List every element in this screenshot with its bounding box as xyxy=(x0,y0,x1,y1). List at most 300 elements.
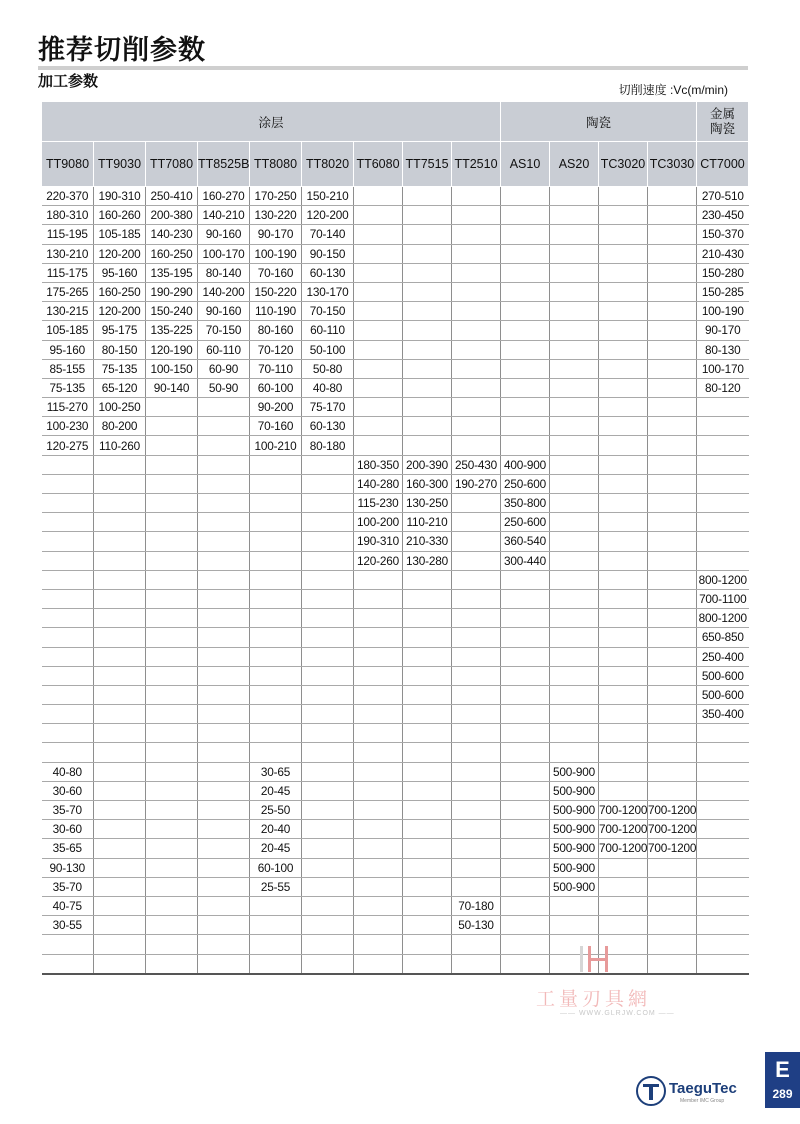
table-cell: 90-130 xyxy=(42,858,94,877)
table-cell: 120-200 xyxy=(302,206,354,225)
table-cell: 100-190 xyxy=(250,244,302,263)
table-cell xyxy=(403,916,452,935)
table-cell xyxy=(354,609,403,628)
table-cell xyxy=(599,455,648,474)
table-row xyxy=(42,820,749,839)
table-cell xyxy=(599,666,648,685)
table-cell xyxy=(354,206,403,225)
table-cell xyxy=(354,896,403,915)
table-cell xyxy=(403,781,452,800)
table-cell: 30-60 xyxy=(42,820,94,839)
table-cell xyxy=(550,302,599,321)
table-cell: 70-150 xyxy=(302,302,354,321)
table-cell: 90-170 xyxy=(250,225,302,244)
table-cell xyxy=(94,724,146,743)
table-cell xyxy=(146,551,198,570)
cermet-label-line1: 金属 xyxy=(710,106,736,121)
table-cell xyxy=(550,263,599,282)
table-cell xyxy=(501,647,550,666)
table-cell xyxy=(94,705,146,724)
table-cell: 130-250 xyxy=(403,494,452,513)
table-cell xyxy=(146,398,198,417)
table-cell xyxy=(403,896,452,915)
table-cell xyxy=(354,187,403,206)
grade-header-tt8525b: TT8525B xyxy=(198,142,250,187)
table-cell xyxy=(250,494,302,513)
table-row xyxy=(42,781,749,800)
table-row xyxy=(42,513,749,532)
table-cell xyxy=(354,724,403,743)
table-row xyxy=(42,340,749,359)
table-cell: 100-190 xyxy=(697,302,749,321)
table-cell xyxy=(302,743,354,762)
table-cell xyxy=(403,225,452,244)
table-cell xyxy=(501,781,550,800)
table-cell xyxy=(354,820,403,839)
table-cell xyxy=(42,551,94,570)
table-cell: 160-250 xyxy=(146,244,198,263)
table-cell xyxy=(94,820,146,839)
table-row xyxy=(42,282,749,301)
table-cell xyxy=(648,743,697,762)
table-cell xyxy=(452,417,501,436)
table-cell xyxy=(501,762,550,781)
table-cell xyxy=(198,743,250,762)
table-cell xyxy=(599,724,648,743)
group-header-ceramic: 陶瓷 xyxy=(501,102,697,142)
table-cell xyxy=(302,954,354,974)
table-cell xyxy=(302,935,354,954)
table-cell: 110-190 xyxy=(250,302,302,321)
table-cell xyxy=(501,244,550,263)
table-cell xyxy=(599,570,648,589)
table-cell xyxy=(403,743,452,762)
table-cell xyxy=(302,647,354,666)
table-cell xyxy=(250,935,302,954)
table-row xyxy=(42,225,749,244)
table-cell: 80-180 xyxy=(302,436,354,455)
table-cell xyxy=(697,724,749,743)
table-cell xyxy=(250,647,302,666)
table-cell xyxy=(550,282,599,301)
table-cell xyxy=(599,685,648,704)
table-cell: 65-120 xyxy=(94,378,146,397)
table-cell xyxy=(403,647,452,666)
table-cell xyxy=(354,801,403,820)
table-cell: 60-100 xyxy=(250,858,302,877)
table-cell xyxy=(648,666,697,685)
table-cell xyxy=(94,762,146,781)
brand-tagline: Member IMC Group xyxy=(680,1098,725,1104)
table-cell: 60-110 xyxy=(302,321,354,340)
table-cell: 80-150 xyxy=(94,340,146,359)
table-cell xyxy=(501,282,550,301)
table-cell: 40-80 xyxy=(302,378,354,397)
table-cell: 180-310 xyxy=(42,206,94,225)
table-cell xyxy=(198,954,250,974)
table-cell: 70-110 xyxy=(250,359,302,378)
table-cell xyxy=(250,628,302,647)
table-cell: 210-330 xyxy=(403,532,452,551)
table-cell xyxy=(146,609,198,628)
table-cell xyxy=(146,589,198,608)
group-header-coated: 涂层 xyxy=(42,102,501,142)
table-cell: 80-130 xyxy=(697,340,749,359)
table-cell xyxy=(302,705,354,724)
table-cell xyxy=(452,532,501,551)
table-cell xyxy=(403,685,452,704)
table-cell xyxy=(550,743,599,762)
table-cell: 250-430 xyxy=(452,455,501,474)
table-cell xyxy=(354,398,403,417)
table-cell xyxy=(403,609,452,628)
table-cell xyxy=(146,647,198,666)
table-cell: 60-110 xyxy=(198,340,250,359)
table-cell xyxy=(697,858,749,877)
table-cell xyxy=(198,628,250,647)
table-cell xyxy=(354,685,403,704)
table-cell xyxy=(550,417,599,436)
table-cell xyxy=(198,935,250,954)
table-cell xyxy=(697,474,749,493)
table-cell xyxy=(697,532,749,551)
table-cell xyxy=(501,187,550,206)
table-cell: 160-260 xyxy=(94,206,146,225)
table-cell: 160-270 xyxy=(198,187,250,206)
table-cell: 180-350 xyxy=(354,455,403,474)
table-cell xyxy=(198,532,250,551)
table-cell xyxy=(198,705,250,724)
table-cell: 35-65 xyxy=(42,839,94,858)
table-cell: 75-170 xyxy=(302,398,354,417)
table-cell: 90-200 xyxy=(250,398,302,417)
table-cell: 100-170 xyxy=(198,244,250,263)
table-cell xyxy=(198,455,250,474)
section-tab: E xyxy=(765,1052,800,1106)
table-cell xyxy=(198,781,250,800)
table-cell: 115-175 xyxy=(42,263,94,282)
table-cell: 20-45 xyxy=(250,781,302,800)
table-cell xyxy=(599,743,648,762)
table-cell xyxy=(501,896,550,915)
table-cell xyxy=(302,666,354,685)
table-cell xyxy=(403,589,452,608)
table-cell xyxy=(550,589,599,608)
table-cell: 120-260 xyxy=(354,551,403,570)
table-cell xyxy=(146,417,198,436)
table-cell xyxy=(302,513,354,532)
table-cell xyxy=(42,935,94,954)
table-cell: 70-150 xyxy=(198,321,250,340)
table-cell xyxy=(550,378,599,397)
table-cell: 75-135 xyxy=(42,378,94,397)
table-cell: 250-600 xyxy=(501,474,550,493)
table-cell xyxy=(550,225,599,244)
table-cell xyxy=(198,589,250,608)
table-cell xyxy=(146,839,198,858)
table-cell xyxy=(250,954,302,974)
table-cell xyxy=(94,666,146,685)
table-row xyxy=(42,551,749,570)
table-cell xyxy=(354,282,403,301)
table-cell xyxy=(146,781,198,800)
table-cell: 120-200 xyxy=(94,244,146,263)
table-cell xyxy=(198,896,250,915)
table-cell xyxy=(648,206,697,225)
table-cell xyxy=(403,398,452,417)
table-cell xyxy=(354,436,403,455)
table-cell xyxy=(697,877,749,896)
table-cell: 40-75 xyxy=(42,896,94,915)
table-cell xyxy=(146,705,198,724)
table-cell: 115-270 xyxy=(42,398,94,417)
table-cell: 140-280 xyxy=(354,474,403,493)
watermark xyxy=(528,944,678,1024)
table-cell xyxy=(648,609,697,628)
table-cell xyxy=(403,359,452,378)
table-cell xyxy=(42,589,94,608)
page-number: 289 xyxy=(765,1086,800,1108)
table-cell xyxy=(42,666,94,685)
table-cell xyxy=(648,724,697,743)
table-cell: 80-120 xyxy=(697,378,749,397)
table-cell xyxy=(354,705,403,724)
table-cell xyxy=(599,282,648,301)
table-cell: 80-140 xyxy=(198,263,250,282)
table-cell xyxy=(501,628,550,647)
table-cell xyxy=(42,628,94,647)
table-cell xyxy=(94,896,146,915)
table-cell xyxy=(501,877,550,896)
table-cell xyxy=(250,532,302,551)
table-cell: 170-250 xyxy=(250,187,302,206)
table-cell xyxy=(302,724,354,743)
table-cell xyxy=(501,820,550,839)
table-cell xyxy=(648,244,697,263)
table-cell: 200-380 xyxy=(146,206,198,225)
table-cell xyxy=(198,398,250,417)
table-cell xyxy=(42,609,94,628)
table-cell xyxy=(198,820,250,839)
table-cell: 130-210 xyxy=(42,244,94,263)
table-cell xyxy=(501,340,550,359)
table-cell: 35-70 xyxy=(42,801,94,820)
table-cell xyxy=(198,877,250,896)
table-row xyxy=(42,896,749,915)
grade-header-tt7080: TT7080 xyxy=(146,142,198,187)
grade-header-tt8080: TT8080 xyxy=(250,142,302,187)
table-cell xyxy=(648,705,697,724)
table-cell xyxy=(697,954,749,974)
table-cell xyxy=(42,474,94,493)
table-cell: 30-60 xyxy=(42,781,94,800)
table-cell xyxy=(94,685,146,704)
table-cell xyxy=(452,302,501,321)
table-cell xyxy=(452,801,501,820)
table-cell xyxy=(452,820,501,839)
cermet-label-line2: 陶瓷 xyxy=(710,121,736,136)
table-cell: 105-185 xyxy=(94,225,146,244)
table-cell: 190-310 xyxy=(354,532,403,551)
table-cell xyxy=(599,187,648,206)
table-cell: 70-160 xyxy=(250,263,302,282)
table-cell xyxy=(403,282,452,301)
table-cell xyxy=(599,417,648,436)
table-cell xyxy=(250,724,302,743)
table-cell xyxy=(599,916,648,935)
table-cell xyxy=(599,762,648,781)
table-cell xyxy=(501,609,550,628)
table-cell xyxy=(501,589,550,608)
table-cell xyxy=(94,513,146,532)
table-cell xyxy=(697,801,749,820)
table-cell: 75-135 xyxy=(94,359,146,378)
table-cell: 100-200 xyxy=(354,513,403,532)
table-cell xyxy=(550,647,599,666)
table-cell: 70-180 xyxy=(452,896,501,915)
table-cell xyxy=(599,858,648,877)
table-cell xyxy=(198,839,250,858)
table-cell xyxy=(550,896,599,915)
table-cell xyxy=(198,762,250,781)
table-cell xyxy=(94,935,146,954)
table-cell xyxy=(403,628,452,647)
table-cell xyxy=(501,801,550,820)
table-cell xyxy=(550,724,599,743)
table-cell xyxy=(250,916,302,935)
table-cell: 135-195 xyxy=(146,263,198,282)
table-cell xyxy=(599,532,648,551)
table-cell xyxy=(146,916,198,935)
table-cell xyxy=(403,935,452,954)
table-cell xyxy=(198,436,250,455)
taegutec-logo-icon xyxy=(636,1076,666,1106)
table-cell xyxy=(452,935,501,954)
table-body xyxy=(42,187,749,974)
table-cell: 210-430 xyxy=(697,244,749,263)
table-cell xyxy=(501,417,550,436)
table-cell: 120-200 xyxy=(94,302,146,321)
table-cell xyxy=(452,206,501,225)
table-row xyxy=(42,743,749,762)
table-cell: 700-1200 xyxy=(648,801,697,820)
table-cell xyxy=(452,609,501,628)
table-cell xyxy=(648,858,697,877)
table-cell xyxy=(403,724,452,743)
table-cell xyxy=(302,551,354,570)
table-cell xyxy=(250,666,302,685)
table-cell xyxy=(354,935,403,954)
table-cell xyxy=(697,513,749,532)
table-cell: 70-120 xyxy=(250,340,302,359)
table-cell xyxy=(94,801,146,820)
table-cell xyxy=(452,225,501,244)
table-cell: 270-510 xyxy=(697,187,749,206)
table-cell xyxy=(354,666,403,685)
table-cell xyxy=(403,820,452,839)
table-cell xyxy=(146,455,198,474)
table-cell: 115-230 xyxy=(354,494,403,513)
table-cell xyxy=(354,916,403,935)
table-cell xyxy=(354,762,403,781)
watermark-logo-icon xyxy=(576,944,620,974)
table-cell xyxy=(697,762,749,781)
table-cell: 85-155 xyxy=(42,359,94,378)
grade-header-tt9030: TT9030 xyxy=(94,142,146,187)
grade-header-tt6080: TT6080 xyxy=(354,142,403,187)
table-cell xyxy=(146,570,198,589)
table-cell xyxy=(648,302,697,321)
table-cell xyxy=(599,474,648,493)
table-cell: 40-80 xyxy=(42,762,94,781)
table-cell: 130-215 xyxy=(42,302,94,321)
table-cell xyxy=(146,743,198,762)
table-cell xyxy=(452,340,501,359)
table-cell: 700-1200 xyxy=(599,820,648,839)
table-row xyxy=(42,302,749,321)
table-cell xyxy=(648,263,697,282)
table-cell xyxy=(501,839,550,858)
table-cell: 25-50 xyxy=(250,801,302,820)
table-cell xyxy=(452,187,501,206)
table-row xyxy=(42,436,749,455)
table-row xyxy=(42,378,749,397)
group-header-row xyxy=(42,102,749,142)
table-cell: 50-130 xyxy=(452,916,501,935)
table-cell: 90-140 xyxy=(146,378,198,397)
table-cell xyxy=(599,340,648,359)
table-row xyxy=(42,187,749,206)
table-cell xyxy=(354,225,403,244)
table-cell xyxy=(550,628,599,647)
table-cell xyxy=(550,570,599,589)
table-cell: 35-70 xyxy=(42,877,94,896)
table-cell xyxy=(250,685,302,704)
table-row xyxy=(42,685,749,704)
table-cell xyxy=(452,282,501,301)
table-cell xyxy=(94,609,146,628)
table-cell xyxy=(250,513,302,532)
table-cell xyxy=(354,359,403,378)
table-cell xyxy=(302,455,354,474)
table-cell xyxy=(452,743,501,762)
table-cell: 20-45 xyxy=(250,839,302,858)
table-cell xyxy=(198,570,250,589)
table-cell xyxy=(42,513,94,532)
table-cell xyxy=(648,474,697,493)
table-cell xyxy=(501,743,550,762)
table-cell: 60-90 xyxy=(198,359,250,378)
table-cell xyxy=(697,551,749,570)
table-cell xyxy=(501,724,550,743)
table-cell xyxy=(452,685,501,704)
table-cell xyxy=(198,916,250,935)
group-header-cermet xyxy=(697,102,749,142)
table-cell xyxy=(302,877,354,896)
table-cell xyxy=(501,916,550,935)
table-cell xyxy=(94,877,146,896)
table-cell xyxy=(403,666,452,685)
table-cell: 50-100 xyxy=(302,340,354,359)
table-cell xyxy=(354,781,403,800)
table-cell xyxy=(599,321,648,340)
table-cell: 100-250 xyxy=(94,398,146,417)
table-cell xyxy=(599,494,648,513)
table-cell xyxy=(250,474,302,493)
table-cell xyxy=(42,724,94,743)
table-row xyxy=(42,532,749,551)
table-cell xyxy=(94,858,146,877)
